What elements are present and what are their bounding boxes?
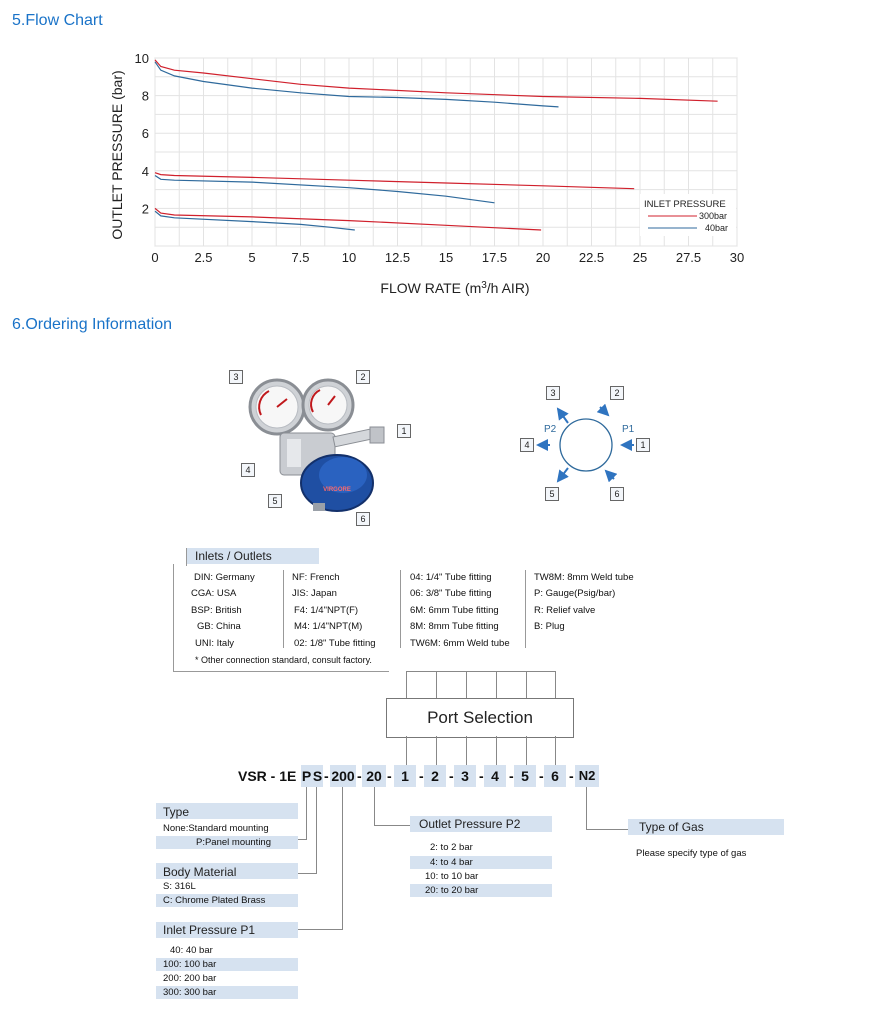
io-02: 02: 1/8" Tube fitting <box>294 638 376 649</box>
io-jis: JIS: Japan <box>292 588 337 599</box>
io-cga: CGA: USA <box>191 588 237 599</box>
x-tick-label: 5 <box>248 250 256 265</box>
code-prefix: VSR - 1E <box>238 768 297 784</box>
type-option-none: None:Standard mounting <box>163 823 269 834</box>
chart-xlabel-sup: 3 <box>481 280 487 291</box>
regulator-port-4: 4 <box>241 463 255 477</box>
io-8m: 8M: 8mm Tube fitting <box>410 621 499 632</box>
code-port-3: 3 <box>454 765 476 787</box>
diagram-port-4: 4 <box>520 438 534 452</box>
inlet-pressure-title: Inlet Pressure P1 <box>163 923 256 937</box>
diagram-port-5: 5 <box>545 487 559 501</box>
y-tick-label: 2 <box>141 201 149 217</box>
type-option-panel: P:Panel mounting <box>196 837 271 848</box>
body-material-s: S: 316L <box>163 881 196 892</box>
io-gb: GB: China <box>197 621 241 632</box>
y-tick-label: 10 <box>134 51 149 66</box>
x-tick-label: 30 <box>729 250 745 265</box>
code-port-6: 6 <box>544 765 566 787</box>
diagram-port-1: 1 <box>636 438 650 452</box>
inlet-pressure-40: 40: 40 bar <box>170 945 213 956</box>
x-tick-label: 25 <box>632 250 648 265</box>
code-type-p: P <box>301 765 312 787</box>
type-of-gas-note: Please specify type of gas <box>636 848 747 859</box>
regulator-port-3: 3 <box>229 370 243 384</box>
regulator-brand-text: VIRGORE <box>323 487 351 493</box>
io-b: B: Plug <box>534 621 565 632</box>
chart-xlabel-post: /h AIR) <box>486 280 530 296</box>
x-tick-label: 22.5 <box>578 250 605 265</box>
inlet-pressure-100: 100: 100 bar <box>163 959 217 970</box>
io-r: R: Relief valve <box>534 605 596 616</box>
type-title: Type <box>163 805 190 819</box>
regulator-port-5: 5 <box>268 494 282 508</box>
x-tick-label: 7.5 <box>291 250 310 265</box>
chart-ylabel: OUTLET PRESSURE (bar) <box>109 70 125 240</box>
x-tick-label: 15 <box>438 250 454 265</box>
code-port-5: 5 <box>514 765 536 787</box>
io-04: 04: 1/4" Tube fitting <box>410 572 492 583</box>
outlet-pressure-title: Outlet Pressure P2 <box>419 817 521 831</box>
code-type-s: S <box>312 765 323 787</box>
io-note: * Other connection standard, consult factory. <box>195 655 372 665</box>
code-body: 200 <box>330 765 356 787</box>
x-tick-label: 27.5 <box>675 250 702 265</box>
code-port-4: 4 <box>484 765 506 787</box>
outlet-pressure-20: 20: to 20 bar <box>425 885 479 896</box>
code-gas <box>575 765 599 787</box>
port-selection-box: Port Selection <box>386 698 574 738</box>
code-dash-p6: - <box>569 768 574 784</box>
chart-legend-title: INLET PRESSURE <box>644 199 726 210</box>
x-tick-label: 12.5 <box>384 250 411 265</box>
regulator-illustration <box>225 365 425 530</box>
code-dash-p2: - <box>449 768 454 784</box>
io-tw6m: TW6M: 6mm Weld tube <box>410 638 510 649</box>
code-dash-1: - <box>324 768 329 784</box>
chart-xlabel-pre: FLOW RATE (m <box>380 280 482 296</box>
io-m4: M4: 1/4"NPT(M) <box>294 621 363 632</box>
y-tick-label: 8 <box>141 88 149 104</box>
io-nf: NF: French <box>292 572 340 583</box>
io-tw8m: TW8M: 8mm Weld tube <box>534 572 634 583</box>
body-material-title: Body Material <box>163 865 237 879</box>
x-tick-label: 20 <box>535 250 551 265</box>
y-tick-label: 4 <box>141 163 149 179</box>
flow-chart <box>0 0 870 300</box>
io-6m: 6M: 6mm Tube fitting <box>410 605 499 616</box>
ordering-title: 6.Ordering Information <box>12 316 173 333</box>
code-dash-p5: - <box>539 768 544 784</box>
inlet-pressure-300: 300: 300 bar <box>163 987 217 998</box>
body-material-c: C: Chrome Plated Brass <box>163 895 266 906</box>
diagram-port-2: 2 <box>610 386 624 400</box>
inlet-pressure-200: 200: 200 bar <box>163 973 217 984</box>
legend-300bar-label: 300bar <box>699 211 728 221</box>
x-tick-label: 2.5 <box>194 250 213 265</box>
outlet-pressure-4: 4: to 4 bar <box>430 857 473 868</box>
x-tick-label: 17.5 <box>481 250 508 265</box>
port-diagram-p1: P1 <box>622 424 635 435</box>
y-tick-label: 6 <box>141 126 149 142</box>
code-gas-text: N2 <box>578 768 596 783</box>
code-dash-2: - <box>357 768 362 784</box>
regulator-port-2: 2 <box>356 370 370 384</box>
io-bsp: BSP: British <box>191 605 242 616</box>
port-diagram-p2: P2 <box>544 424 557 435</box>
code-dash-p4: - <box>509 768 514 784</box>
code-dash-p3: - <box>479 768 484 784</box>
regulator-port-1: 1 <box>397 424 411 438</box>
inlets-outlets-title: Inlets / Outlets <box>195 549 272 563</box>
x-tick-label: 0 <box>151 250 159 265</box>
diagram-port-3: 3 <box>546 386 560 400</box>
chart-x-ticks <box>151 250 744 265</box>
io-uni: UNI: Italy <box>195 638 235 649</box>
legend-40bar-label: 40bar <box>705 223 729 233</box>
flow-chart-title: 5.Flow Chart <box>12 12 103 29</box>
io-din: DIN: Germany <box>194 572 255 583</box>
chart-y-ticks <box>135 51 149 216</box>
diagram-port-6: 6 <box>610 487 624 501</box>
code-dash-3: - <box>387 768 392 784</box>
code-port-2: 2 <box>424 765 446 787</box>
io-06: 06: 3/8" Tube fitting <box>410 588 492 599</box>
type-of-gas-title: Type of Gas <box>639 820 704 834</box>
code-port-1: 1 <box>394 765 416 787</box>
x-tick-label: 10 <box>341 250 357 265</box>
code-dash-p1: - <box>419 768 424 784</box>
io-p: P: Gauge(Psig/bar) <box>534 588 616 599</box>
outlet-pressure-10: 10: to 10 bar <box>425 871 479 882</box>
io-f4: F4: 1/4"NPT(F) <box>294 605 359 616</box>
outlet-pressure-2: 2: to 2 bar <box>430 842 473 853</box>
regulator-port-6: 6 <box>356 512 370 526</box>
chart-xlabel <box>380 280 529 296</box>
code-inlet: 20 <box>362 765 386 787</box>
